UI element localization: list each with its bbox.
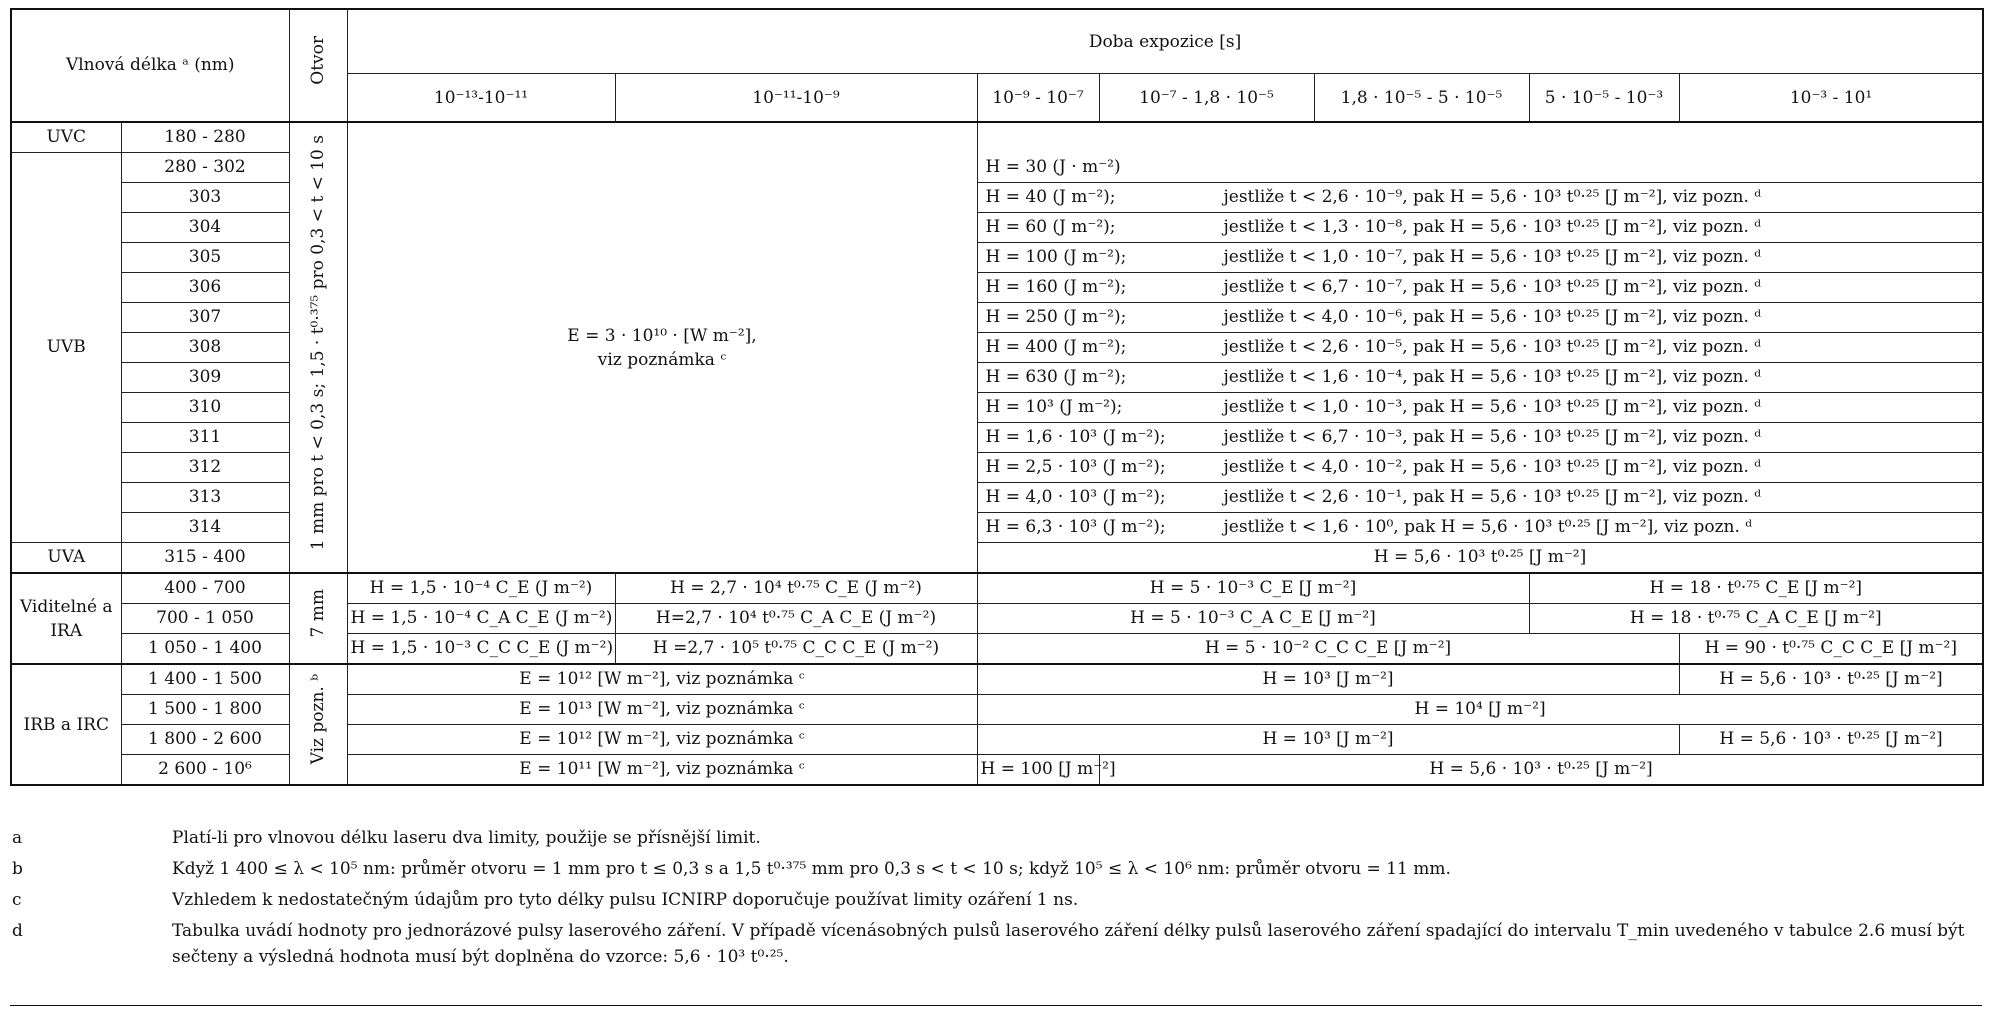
header-row-1 [11,9,1983,74]
wl-cell: 313 [121,483,289,513]
ir-cell: E = 10¹² [W m⁻²], viz poznámka ᶜ [347,664,977,695]
document-page [10,8,1982,786]
ir-cell: E = 10¹¹ [W m⁻²], viz poznámka ᶜ [347,755,977,786]
footnote-b: b Když 1 400 ≤ λ < 10⁵ nm: průměr otvoru = 1 mm pro t ≤ 0,3 s a 1,5 t⁰·³⁷⁵ mm pro 0,3 s < t < 10 s; když 10⁵ ≤ λ < 10⁶ nm: průměr otvoru = 11 mm. [12,859,1451,879]
wl-cell: 180 - 280 [121,122,289,153]
wl-cell: 303 [121,183,289,213]
footnotes [10,825,1980,975]
page-bottom-rule [10,1005,1982,1006]
wl-cell: 315 - 400 [121,543,289,574]
header-aperture: Otvor [289,9,347,122]
uvb-limit-cell: H = 250 (J m⁻²); jestliže t < 4,0 · 10⁻⁶, pak H = 5,6 · 10³ t⁰·²⁵ [J m⁻²], viz pozn. ᵈ [977,303,1983,333]
ir-cell: H = 5,6 · 10³ · t⁰·²⁵ [J m⁻²] [1679,664,1983,695]
uvb-limit-cell: H = 40 (J m⁻²); jestliže t < 2,6 · 10⁻⁹, pak H = 5,6 · 10³ t⁰·²⁵ [J m⁻²], viz pozn. ᵈ [977,183,1983,213]
uvb-limit-cell: H = 60 (J m⁻²); jestliže t < 1,3 · 10⁻⁸, pak H = 5,6 · 10³ t⁰·²⁵ [J m⁻²], viz pozn. ᵈ [977,213,1983,243]
uvb-limit-cell: H = 2,5 · 10³ (J m⁻²); jestliže t < 4,0 · 10⁻², pak H = 5,6 · 10³ t⁰·²⁵ [J m⁻²], viz pozn. ᵈ [977,453,1983,483]
row-ir-1400 [11,664,1983,695]
aperture-uv: 1 mm pro t < 0,3 s; 1,5 · t⁰·³⁷⁵ pro 0,3 < t < 10 s [289,122,347,573]
ir-cell: E = 10¹³ [W m⁻²], viz poznámka ᶜ [347,695,977,725]
wl-cell: 1 400 - 1 500 [121,664,289,695]
wl-cell: 2 600 - 10⁶ [121,755,289,786]
ir-cell: H = 10³ [J m⁻²] [977,725,1679,755]
vis-cell: H = 5 · 10⁻³ C_E [J m⁻²] [977,573,1529,604]
vis-cell: H = 90 · t⁰·⁷⁵ C_C C_E [J m⁻²] [1679,634,1983,665]
wl-cell: 700 - 1 050 [121,604,289,634]
group-vis: Viditelné a IRA [11,573,121,664]
ir-cell: H = 100 [J m⁻²] [977,755,1099,786]
time-col-5: 1,8 · 10⁻⁵ - 5 · 10⁻⁵ [1314,74,1529,123]
group-uvc: UVC [11,122,121,153]
wl-cell: 304 [121,213,289,243]
wl-cell: 306 [121,273,289,303]
wl-cell: 314 [121,513,289,543]
wl-cell: 280 - 302 [121,153,289,183]
vis-cell: H = 1,5 · 10⁻³ C_C C_E (J m⁻²) [347,634,615,665]
wl-cell: 310 [121,393,289,423]
vis-cell: H=2,7 · 10⁴ t⁰·⁷⁵ C_A C_E (J m⁻²) [615,604,977,634]
ir-cell: H = 10³ [J m⁻²] [977,664,1679,695]
uvc-uvb-h30-cell: H = 30 (J · m⁻²) [977,122,1983,183]
uvb-limit-cell: H = 6,3 · 10³ (J m⁻²); jestliže t < 1,6 · 10⁰, pak H = 5,6 · 10³ t⁰·²⁵ [J m⁻²], viz pozn. ᵈ [977,513,1983,543]
ir-cell: H = 5,6 · 10³ · t⁰·²⁵ [J m⁻²] [1099,755,1983,786]
group-uvb: UVB [11,153,121,543]
vis-cell: H = 18 · t⁰·⁷⁵ C_E [J m⁻²] [1529,573,1983,604]
aperture-vis: 7 mm [289,573,347,664]
uvb-limit-cell: H = 4,0 · 10³ (J m⁻²); jestliže t < 2,6 · 10⁻¹, pak H = 5,6 · 10³ t⁰·²⁵ [J m⁻²], viz pozn. ᵈ [977,483,1983,513]
vis-cell: H = 18 · t⁰·⁷⁵ C_A C_E [J m⁻²] [1529,604,1983,634]
ir-cell: E = 10¹² [W m⁻²], viz poznámka ᶜ [347,725,977,755]
time-col-2: 10⁻¹¹-10⁻⁹ [615,74,977,123]
row-uvc [11,122,1983,153]
uvb-limit-cell: H = 10³ (J m⁻²); jestliže t < 1,0 · 10⁻³, pak H = 5,6 · 10³ t⁰·²⁵ [J m⁻²], viz pozn. ᵈ [977,393,1983,423]
vis-cell: H = 1,5 · 10⁻⁴ C_E (J m⁻²) [347,573,615,604]
wl-cell: 309 [121,363,289,393]
vis-cell: H =2,7 · 10⁵ t⁰·⁷⁵ C_C C_E (J m⁻²) [615,634,977,665]
footnote-d: d Tabulka uvádí hodnoty pro jednorázové pulsy laserového záření. V případě vícenásobných pulsů laserového záření délky pulsů laserového záření spadající do intervalu T_min uvedeného v tabulce 2.6 musí být sečteny a výsledná hodnota musí být doplněna do vzorce: 5,6 · 10³ t⁰·²⁵. [12,921,1965,967]
uvb-limit-cell: H = 400 (J m⁻²); jestliže t < 2,6 · 10⁻⁵, pak H = 5,6 · 10³ t⁰·²⁵ [J m⁻²], viz pozn. ᵈ [977,333,1983,363]
wl-cell: 308 [121,333,289,363]
uva-limit-cell: H = 5,6 · 10³ t⁰·²⁵ [J m⁻²] [977,543,1983,574]
time-col-7: 10⁻³ - 10¹ [1679,74,1983,123]
wl-cell: 305 [121,243,289,273]
footnote-a: a Platí-li pro vlnovou délku laseru dva limity, použije se přísnější limit. [12,828,761,848]
time-col-1: 10⁻¹³-10⁻¹¹ [347,74,615,123]
wl-cell: 1 800 - 2 600 [121,725,289,755]
ir-cell: H = 5,6 · 10³ · t⁰·²⁵ [J m⁻²] [1679,725,1983,755]
uvb-limit-cell: H = 160 (J m⁻²); jestliže t < 6,7 · 10⁻⁷, pak H = 5,6 · 10³ t⁰·²⁵ [J m⁻²], viz pozn. ᵈ [977,273,1983,303]
time-col-6: 5 · 10⁻⁵ - 10⁻³ [1529,74,1679,123]
row-vis-400 [11,573,1983,604]
wl-cell: 312 [121,453,289,483]
wl-cell: 1 050 - 1 400 [121,634,289,665]
exposure-limits-table [10,8,1984,786]
wl-cell: 1 500 - 1 800 [121,695,289,725]
header-wavelength: Vlnová délka ᵃ (nm) [11,9,289,122]
time-col-3: 10⁻⁹ - 10⁻⁷ [977,74,1099,123]
ir-cell: H = 10⁴ [J m⁻²] [977,695,1983,725]
vis-cell: H = 5 · 10⁻³ C_A C_E [J m⁻²] [977,604,1529,634]
uvb-limit-cell: H = 100 (J m⁻²); jestliže t < 1,0 · 10⁻⁷, pak H = 5,6 · 10³ t⁰·²⁵ [J m⁻²], viz pozn. ᵈ [977,243,1983,273]
wl-cell: 400 - 700 [121,573,289,604]
group-uva: UVA [11,543,121,574]
group-irb: IRB a IRC [11,664,121,785]
uvb-limit-cell: H = 630 (J m⁻²); jestliže t < 1,6 · 10⁻⁴, pak H = 5,6 · 10³ t⁰·²⁵ [J m⁻²], viz pozn. ᵈ [977,363,1983,393]
uvb-limit-cell: H = 1,6 · 10³ (J m⁻²); jestliže t < 6,7 · 10⁻³, pak H = 5,6 · 10³ t⁰·²⁵ [J m⁻²], viz pozn. ᵈ [977,423,1983,453]
vis-cell: H = 2,7 · 10⁴ t⁰·⁷⁵ C_E (J m⁻²) [615,573,977,604]
wl-cell: 307 [121,303,289,333]
vis-cell: H = 5 · 10⁻² C_C C_E [J m⁻²] [977,634,1679,665]
wl-cell: 311 [121,423,289,453]
uv-short-pulse-cell: E = 3 · 10¹⁰ · [W m⁻²], viz poznámka ᶜ [347,122,977,573]
vis-cell: H = 1,5 · 10⁻⁴ C_A C_E (J m⁻²) [347,604,615,634]
aperture-ir: Viz pozn. ᵇ [289,664,347,785]
time-col-4: 10⁻⁷ - 1,8 · 10⁻⁵ [1099,74,1314,123]
header-exposure-time: Doba expozice [s] [347,9,1983,74]
footnote-c: c Vzhledem k nedostatečným údajům pro tyto délky pulsu ICNIRP doporučuje používat limity ozáření 1 ns. [12,890,1079,910]
